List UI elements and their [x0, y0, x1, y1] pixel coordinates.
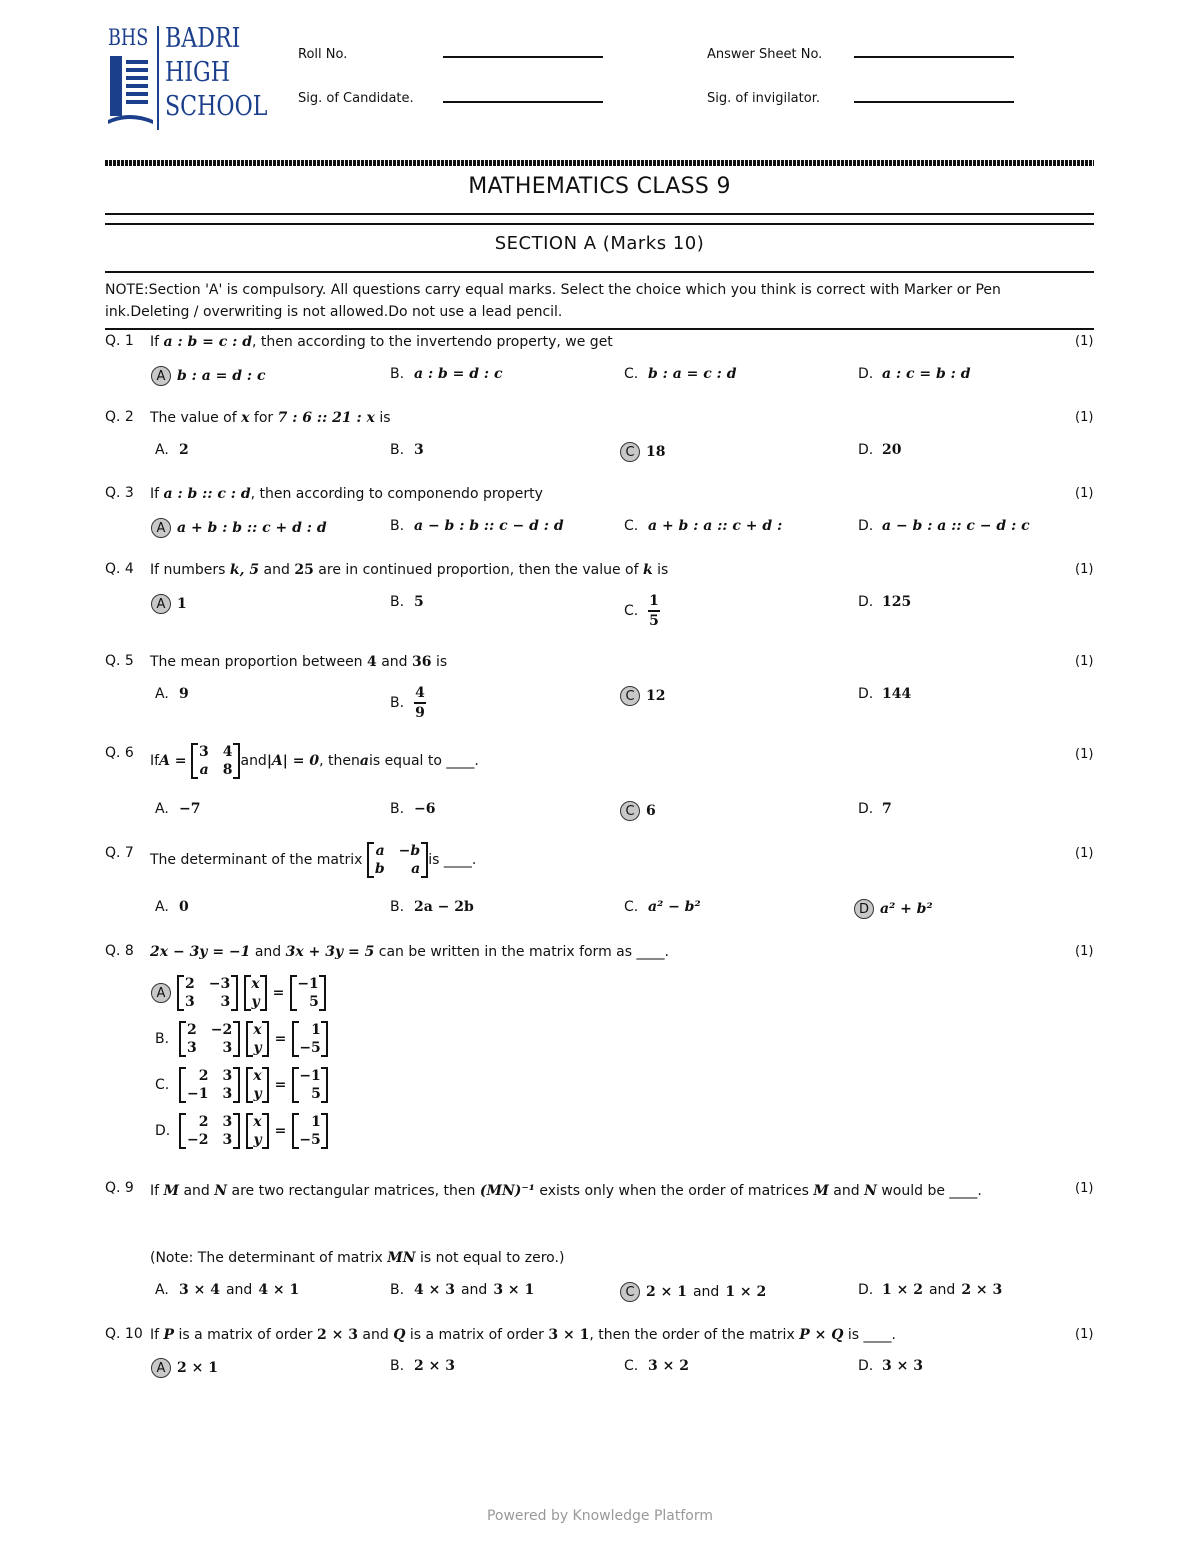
- option-d[interactable]: D a² + b²: [858, 899, 933, 919]
- footer-credit: Powered by Knowledge Platform: [486, 1508, 714, 1524]
- option-a[interactable]: A. −7: [155, 801, 201, 817]
- sig-candidate-label: Sig. of Candidate.: [298, 91, 414, 106]
- selected-answer-circle: A: [151, 983, 171, 1003]
- matrix: 3 4 a 8: [191, 743, 241, 779]
- coefficient-matrix: 2 3 −1 3: [179, 1067, 240, 1103]
- question-number: Q. 9: [105, 1180, 134, 1196]
- option-a[interactable]: A 1: [155, 594, 187, 614]
- question-marks: (1): [1075, 654, 1094, 669]
- option-c[interactable]: C. $\frac{1}{5}$: [624, 593, 659, 629]
- option-d[interactable]: D. 2 3 −2 3 x y = 1 −5: [155, 1113, 328, 1149]
- selected-answer-circle: D: [854, 899, 874, 919]
- sig-invigilator-label: Sig. of invigilator.: [707, 91, 820, 106]
- question-marks: (1): [1075, 747, 1094, 762]
- dashed-divider: [105, 160, 1094, 166]
- option-b[interactable]: B. 2 × 3: [390, 1358, 455, 1374]
- rule: [105, 328, 1094, 330]
- question-marks: (1): [1075, 944, 1094, 959]
- option-b[interactable]: B. 4 × 3 and 3 × 1: [390, 1282, 535, 1298]
- question-text: The determinant of the matrix a −b b a is ____.: [150, 843, 477, 877]
- question-marks: (1): [1075, 334, 1094, 349]
- logo-line-2: HIGH: [165, 57, 231, 88]
- option-b[interactable]: B. $\frac{4}{9}$: [390, 685, 425, 721]
- variable-vector: x y: [244, 975, 266, 1011]
- page-title: MATHEMATICS CLASS 9: [468, 174, 731, 199]
- question-text: If a : b :: c : d, then according to componendo property: [150, 486, 543, 502]
- option-a[interactable]: A b : a = d : c: [155, 366, 265, 386]
- question-number: Q. 3: [105, 485, 134, 501]
- constant-vector: −1 5: [292, 1067, 327, 1103]
- selected-answer-circle: A: [151, 518, 171, 538]
- option-b[interactable]: B. 5: [390, 594, 424, 610]
- book-icon: [108, 50, 153, 128]
- option-b[interactable]: B. 2a − 2b: [390, 899, 474, 915]
- option-c[interactable]: C 18: [624, 442, 665, 462]
- school-logo: [108, 28, 153, 130]
- question-text: If a : b = c : d, then according to the invertendo property, we get: [150, 334, 613, 350]
- question-marks: (1): [1075, 486, 1094, 501]
- option-a[interactable]: A. 3 × 4 and 4 × 1: [155, 1282, 300, 1298]
- option-d[interactable]: D. 1 × 2 and 2 × 3: [858, 1282, 1003, 1298]
- constant-vector: −1 5: [290, 975, 325, 1011]
- option-c[interactable]: C 2 × 1 and 1 × 2: [624, 1282, 766, 1302]
- question-text: If M and N are two rectangular matrices, then (MN)⁻¹ exists only when the order of matrices M and N would be ____.: [150, 1183, 982, 1199]
- matrix: a −b b a: [367, 842, 428, 878]
- question-text: If P is a matrix of order 2 × 3 and Q is a matrix of order 3 × 1, then the order of the matrix P × Q is ____.: [150, 1327, 896, 1343]
- question-number: Q. 6: [105, 745, 134, 761]
- question-marks: (1): [1075, 846, 1094, 861]
- option-c[interactable]: C. a + b : a :: c + d :: [624, 518, 783, 534]
- option-b[interactable]: B. 2 −2 3 3 x y = 1 −5: [155, 1021, 328, 1057]
- option-d[interactable]: D. 144: [858, 686, 912, 702]
- question-number: Q. 4: [105, 561, 134, 577]
- option-a[interactable]: A 2 × 1: [155, 1358, 218, 1378]
- question-text: If numbers k, 5 and 25 are in continued proportion, then the value of k is: [150, 562, 669, 578]
- roll-no-label: Roll No.: [298, 47, 348, 62]
- option-a[interactable]: A a + b : b :: c + d : d: [155, 518, 327, 538]
- option-d[interactable]: D. a − b : a :: c − d : c: [858, 518, 1030, 534]
- option-c[interactable]: C. b : a = c : d: [624, 366, 737, 382]
- question-number: Q. 1: [105, 333, 134, 349]
- option-c[interactable]: C 6: [624, 801, 656, 821]
- rule: [105, 213, 1094, 215]
- logo-divider: [157, 26, 159, 130]
- logo-line-3: SCHOOL: [165, 91, 268, 122]
- option-b[interactable]: B. −6: [390, 801, 436, 817]
- question-number: Q. 5: [105, 653, 134, 669]
- variable-vector: x y: [246, 1113, 268, 1149]
- question-note: (Note: The determinant of matrix MN is not equal to zero.): [150, 1250, 565, 1266]
- answer-sheet-label: Answer Sheet No.: [707, 47, 823, 62]
- constant-vector: 1 −5: [292, 1021, 327, 1057]
- option-b[interactable]: B. a : b = d : c: [390, 366, 503, 382]
- selected-answer-circle: A: [151, 366, 171, 386]
- question-number: Q. 10: [105, 1326, 143, 1342]
- option-a[interactable]: A. 9: [155, 686, 189, 702]
- fraction: $\frac{1}{5}$: [649, 593, 659, 629]
- question-text: If A = 3 4 a 8 and |A| = 0 , then a is equal to ____.: [150, 744, 479, 778]
- question-number: Q. 7: [105, 845, 134, 861]
- instructions-note: NOTE:Section 'A' is compulsory. All questions carry equal marks. Select the choice which you think is correct with Marker or Pen ink.Deleting / overwriting is not allowed.Do not use a lead pencil.: [105, 282, 1001, 320]
- variable-vector: x y: [246, 1021, 268, 1057]
- question-marks: (1): [1075, 1181, 1094, 1196]
- constant-vector: 1 −5: [292, 1113, 327, 1149]
- option-c[interactable]: C. 2 3 −1 3 x y = −1 5: [155, 1067, 328, 1103]
- fraction: $\frac{4}{9}$: [415, 685, 425, 721]
- option-c[interactable]: C 12: [624, 686, 665, 706]
- selected-answer-circle: A: [151, 594, 171, 614]
- logo-line-1: BADRI: [165, 23, 241, 54]
- logo-mark-text: BHS: [108, 26, 149, 51]
- rule: [105, 271, 1094, 273]
- rule: [105, 223, 1094, 225]
- coefficient-matrix: 2 −2 3 3: [179, 1021, 240, 1057]
- selected-answer-circle: A: [151, 1358, 171, 1378]
- selected-answer-circle: C: [620, 1282, 640, 1302]
- option-d[interactable]: D. 3 × 3: [858, 1358, 923, 1374]
- roll-no-line[interactable]: [443, 56, 603, 58]
- option-c[interactable]: C. 3 × 2: [624, 1358, 689, 1374]
- variable-vector: x y: [246, 1067, 268, 1103]
- logo-name: [165, 22, 267, 124]
- question-text: The mean proportion between 4 and 36 is: [150, 654, 448, 670]
- option-a[interactable]: A 2 −3 3 3 x y = −1 5: [155, 975, 326, 1011]
- question-marks: (1): [1075, 1327, 1094, 1342]
- option-d[interactable]: D. a : c = b : d: [858, 366, 971, 382]
- option-b[interactable]: B. a − b : b :: c − d : d: [390, 518, 564, 534]
- option-d[interactable]: D. 125: [858, 594, 912, 610]
- option-a[interactable]: A. 0: [155, 899, 189, 915]
- question-marks: (1): [1075, 410, 1094, 425]
- option-d[interactable]: D. 7: [858, 801, 892, 817]
- answer-sheet-line[interactable]: [854, 56, 1014, 58]
- coefficient-matrix: 2 −3 3 3: [177, 975, 238, 1011]
- question-marks: (1): [1075, 562, 1094, 577]
- option-c[interactable]: C. a² − b²: [624, 899, 701, 915]
- question-number: Q. 2: [105, 409, 134, 425]
- question-number: Q. 8: [105, 943, 134, 959]
- question-text: 2x − 3y = −1 and 3x + 3y = 5 can be written in the matrix form as ____.: [150, 944, 669, 960]
- section-heading: SECTION A (Marks 10): [494, 233, 705, 254]
- selected-answer-circle: C: [620, 801, 640, 821]
- option-a[interactable]: A. 2: [155, 442, 189, 458]
- coefficient-matrix: 2 3 −2 3: [179, 1113, 240, 1149]
- selected-answer-circle: C: [620, 442, 640, 462]
- option-b[interactable]: B. 3: [390, 442, 424, 458]
- selected-answer-circle: C: [620, 686, 640, 706]
- sig-candidate-line[interactable]: [443, 101, 603, 103]
- option-d[interactable]: D. 20: [858, 442, 902, 458]
- question-text: The value of x for 7 : 6 :: 21 : x is: [150, 410, 391, 426]
- sig-invigilator-line[interactable]: [854, 101, 1014, 103]
